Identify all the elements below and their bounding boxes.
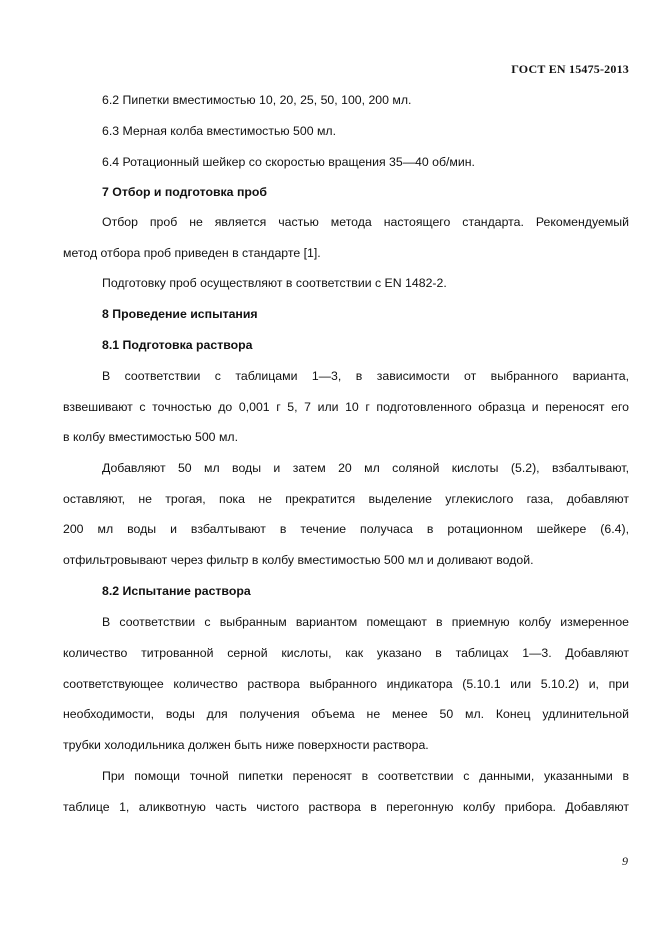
standard-header: ГОСТ EN 15475-2013 — [511, 62, 629, 76]
section-8-2-paragraph-1-line-2: количество титрованной серной кислоты, как указано в таблицах 1—3. Добавляют — [63, 646, 629, 660]
section-8-1-heading: 8.1 Подготовка раствора — [102, 338, 253, 352]
section-8-2-paragraph-2-line-1: При помощи точной пипетки переносят в соответствии с данными, указанными в — [102, 769, 629, 783]
section-8-1-paragraph-1-line-2: взвешивают с точностью до 0,001 г 5, 7 или 10 г подготовленного образца и переносят его — [63, 400, 629, 414]
item-6-3: 6.3 Мерная колба вместимостью 500 мл. — [102, 124, 336, 138]
section-8-1-paragraph-1-line-1: В соответствии с таблицами 1—3, в зависимости от выбранного варианта, — [102, 369, 629, 383]
section-7-paragraph-1-line-2: метод отбора проб приведен в стандарте [1]. — [63, 246, 321, 260]
section-8-1-paragraph-2-line-4: отфильтровывают через фильтр в колбу вместимостью 500 мл и доливают водой. — [63, 553, 534, 567]
section-7-paragraph-2: Подготовку проб осуществляют в соответствии с EN 1482-2. — [102, 276, 447, 290]
page-number: 9 — [622, 854, 628, 868]
item-6-2: 6.2 Пипетки вместимостью 10, 20, 25, 50, 100, 200 мл. — [102, 93, 412, 107]
section-7-paragraph-1-line-1: Отбор проб не является частью метода настоящего стандарта. Рекомендуемый — [102, 215, 629, 229]
section-8-1-paragraph-2-line-1: Добавляют 50 мл воды и затем 20 мл соляной кислоты (5.2), взбалтывают, — [102, 461, 629, 475]
section-8-2-heading: 8.2 Испытание раствора — [102, 584, 251, 598]
section-8-2-paragraph-1-line-3: соответствующее количество раствора выбранного индикатора (5.10.1 или 5.10.2) и, при — [63, 677, 629, 691]
section-7-heading: 7 Отбор и подготовка проб — [102, 185, 267, 199]
section-8-2-paragraph-1-line-4: необходимости, воды для получения объема не менее 50 мл. Конец удлинительной — [63, 707, 629, 721]
section-8-heading: 8 Проведение испытания — [102, 307, 258, 321]
section-8-1-paragraph-2-line-2: оставляют, не трогая, пока не прекратится выделение углекислого газа, добавляют — [63, 492, 629, 506]
section-8-2-paragraph-2-line-2: таблице 1, аликвотную часть чистого раствора в перегонную колбу прибора. Добавляют — [63, 800, 629, 814]
section-8-1-paragraph-2-line-3: 200 мл воды и взбалтывают в течение получаса в ротационном шейкере (6.4), — [63, 522, 629, 536]
section-8-2-paragraph-1-line-1: В соответствии с выбранным вариантом помещают в приемную колбу измеренное — [102, 615, 629, 629]
item-6-4: 6.4 Ротационный шейкер со скоростью вращения 35—40 об/мин. — [102, 155, 475, 169]
section-8-1-paragraph-1-line-3: в колбу вместимостью 500 мл. — [63, 430, 238, 444]
section-8-2-paragraph-1-line-5: трубки холодильника должен быть ниже поверхности раствора. — [63, 738, 429, 752]
